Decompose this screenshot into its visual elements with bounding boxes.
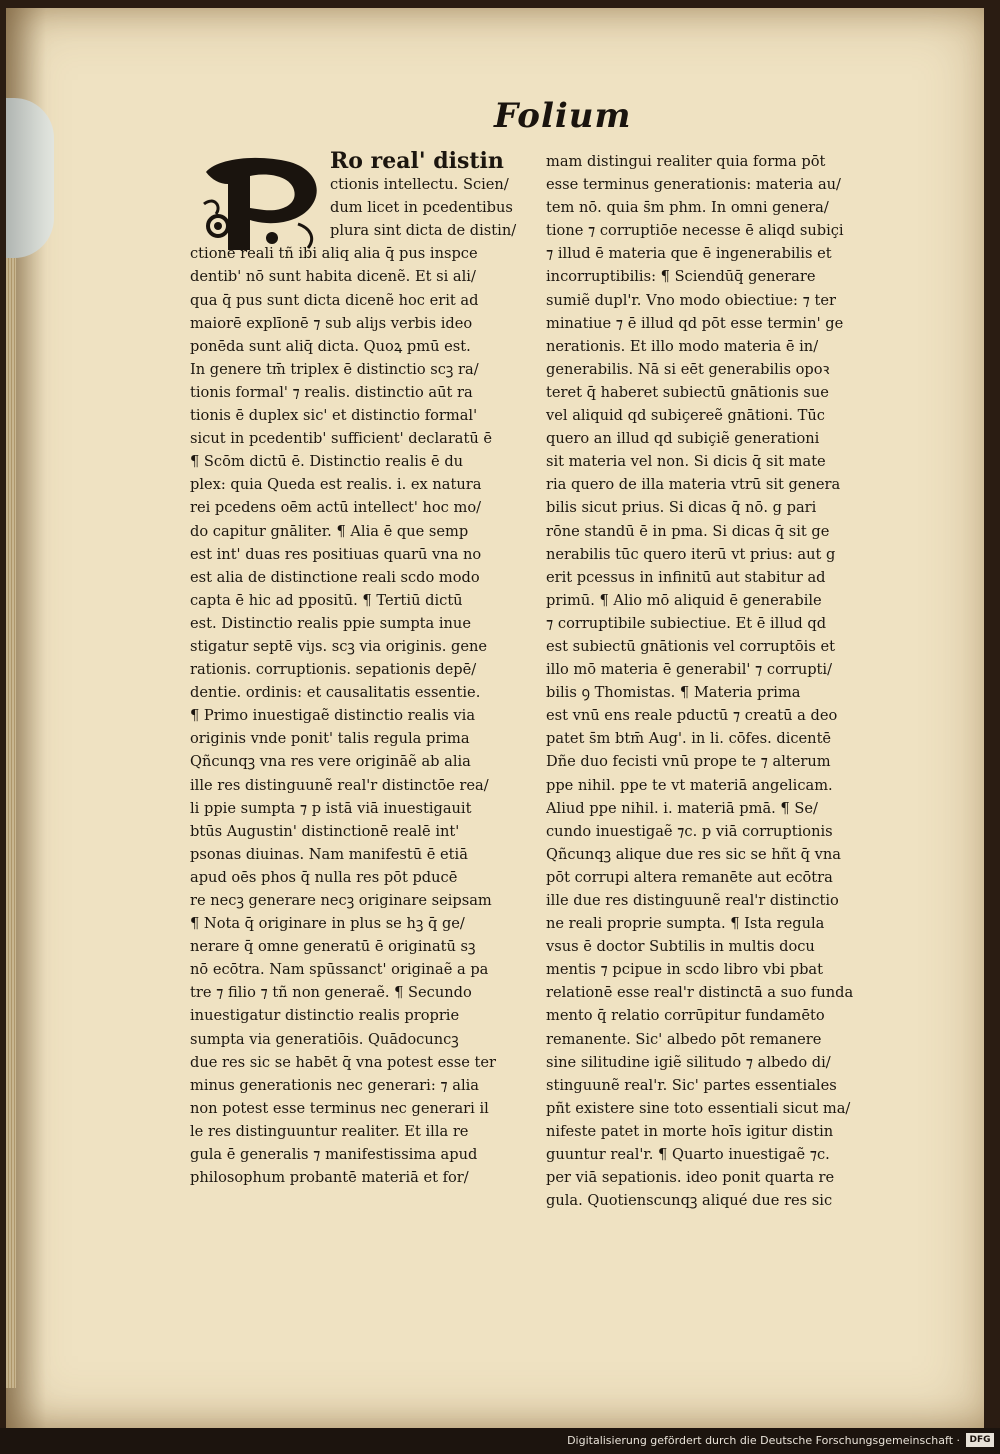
text-line: sit materia vel non. Si dicis q̄ sit mate — [546, 453, 826, 471]
text-line: btūs Augustin' distinctionē realē int' — [190, 822, 460, 840]
text-line: ¶ Nota q̄ originare in plus se hꝫ q̄ ge/ — [190, 915, 465, 933]
text-line: ille due res distinguunẽ real'r distinctio — [546, 892, 839, 909]
text-line: nerare q̄ omne generatū ē originatū sꝫ — [190, 938, 476, 956]
text-line: do capitur gnāliter. ¶ Alia ē que semp — [190, 522, 469, 540]
text-line: minatiue ⁊ ē illud qd pōt esse termin' ge — [546, 314, 844, 332]
text-line: re necꝫ generare necꝫ originare seipsam — [190, 892, 492, 909]
text-line: Dñe duo fecisti vnū prope te ⁊ alterum — [546, 753, 831, 771]
text-line: incorruptibilis: ¶ Sciendūq̄ generare — [546, 268, 816, 286]
footer-credit: Digitalisierung gefördert durch die Deutsche Forschungsgemeinschaft · — [567, 1434, 960, 1447]
text-line: est int' duas res positiuas quarū vna no — [190, 545, 482, 563]
text-line: est vnū ens reale pductū ⁊ creatū a deo — [546, 707, 838, 725]
text-line: maiorē explīonē ⁊ sub aliȷs verbis ideo — [190, 314, 473, 332]
text-line: cundo inuestigaẽ ⁊c. p viā corruptionis — [546, 822, 833, 840]
text-line: sumiẽ dupl'r. Vno modo obiectiue: ⁊ ter — [546, 291, 836, 309]
text-line: mento q̄ relatio corrūpitur fundamēto — [546, 1007, 825, 1025]
text-line: ⁊ illud ē materia que ē ingenerabilis et — [546, 245, 832, 263]
text-line: ponēda sunt aliq̄ dicta. Quoꝝ pmū est. — [190, 337, 471, 355]
text-line: dum licet in pcedentibus — [330, 199, 513, 217]
text-line: erit pcessus in infinitū aut stabitur ad — [546, 568, 826, 586]
text-line: nifeste patet in morte hoīs igitur distin — [546, 1122, 834, 1140]
text-line: ille res distinguunẽ real'r distinctōe rea/ — [190, 776, 489, 794]
text-line: sumpta via generatiōis. Quādocuncꝫ — [190, 1030, 459, 1048]
text-line: ¶ Primo inuestigaẽ distinctio realis via — [190, 707, 476, 725]
text-line: per viā sepationis. ideo ponit quarta re — [546, 1169, 835, 1187]
text-line: plura sint dicta de distin/ — [330, 222, 517, 240]
text-line: est alia de distinctione reali scdo modo — [190, 568, 480, 586]
running-head: Folium — [494, 96, 632, 136]
text-line: plex: quia Queda est realis. i. ex natura — [190, 476, 482, 494]
text-line: primū. ¶ Alio mō aliquid ē generabile — [546, 591, 822, 609]
page-marker-tab — [6, 98, 54, 258]
text-line: tionis ē duplex sic' et distinctio formal' — [190, 407, 478, 425]
text-line: rationis. corruptionis. sepationis depē/ — [190, 661, 477, 679]
text-line: ⁊ corruptibile subiectiue. Et ē illud qd — [546, 614, 827, 632]
text-line: gula. Quotienscunqꝫ aliqué due res sic — [546, 1192, 833, 1210]
text-line: psonas diuinas. Nam manifestū ē etiā — [190, 845, 468, 863]
text-line: dentie. ordinis: et causalitatis essentie. — [190, 684, 481, 702]
text-line: esse terminus generationis: materia au/ — [546, 176, 841, 194]
text-line: nerationis. Et illo modo materia ē in/ — [546, 337, 819, 355]
text-line: capta ē hic ad ppositū. ¶ Tertiū dictū — [190, 591, 463, 609]
text-line: inuestigatur distinctio realis proprie — [190, 1007, 460, 1025]
text-line: due res sic se habēt q̄ vna potest esse ter — [190, 1053, 497, 1071]
right-text-column — [546, 150, 882, 1212]
text-line: stinguunẽ real'r. Sic' partes essentiales — [546, 1076, 837, 1094]
text-line: pñt existere sine toto essentiali sicut ma/ — [546, 1099, 851, 1117]
text-line: ctionis intellectu. Scien/ — [330, 176, 509, 194]
text-line: mam distingui realiter quia forma pōt — [546, 153, 826, 170]
text-line: Ro real' distin — [330, 148, 504, 174]
text-line: teret q̄ haberet subiectū gnātionis sue — [546, 383, 829, 401]
text-line: nō ecōtra. Nam spūssanct' originaẽ a pa — [190, 961, 489, 979]
text-line: philosophum probantē materiā et for/ — [190, 1169, 469, 1187]
text-line: vel aliquid qd subiçereẽ gnātioni. Tūc — [546, 407, 825, 425]
dfg-logo: DFG — [966, 1433, 994, 1447]
text-line: mentis ⁊ pcipue in scdo libro vbi pbat — [546, 961, 823, 979]
text-line: generabilis. Nā si eēt generabilis opoꝛ — [546, 360, 830, 378]
text-line: ctione reali tñ ibi aliq alia q̄ pus inspce — [190, 245, 478, 263]
text-line: ppe nihil. ppe te vt materiā angelicam. — [546, 776, 833, 794]
text-line: tre ⁊ filio ⁊ tñ non generaẽ. ¶ Secundo — [190, 984, 472, 1002]
page-edges — [6, 258, 16, 1388]
footer-bar — [0, 1428, 1000, 1454]
text-line: non potest esse terminus nec generari il — [190, 1099, 489, 1117]
left-text-column — [190, 150, 532, 1189]
text-line: apud oēs phos q̄ nulla res pōt pducē — [190, 868, 458, 886]
text-line: relationē esse real'r distinctā a suo funda — [546, 984, 854, 1002]
text-line: gula ē generalis ⁊ manifestissima apud — [190, 1146, 478, 1164]
text-line: quero an illud qd subiçiẽ generationi — [546, 430, 820, 448]
text-line: dentib' nō sunt habita dicenẽ. Et si ali/ — [190, 268, 476, 286]
text-line: Aliud ppe nihil. i. materiā pmā. ¶ Se/ — [546, 799, 818, 817]
text-line: Qñcunqꝫ alique due res sic se hñt q̄ vna — [546, 845, 841, 863]
text-line: qua q̄ pus sunt dicta dicenẽ hoc erit ad — [190, 291, 479, 309]
text-line: sine silitudine igiẽ silitudo ⁊ albedo di/ — [546, 1053, 831, 1071]
text-line: bilis sicut prius. Si dicas q̄ nō. g pari — [546, 499, 817, 517]
text-line: tem nō. quia s̄m phm. In omni genera/ — [546, 199, 829, 217]
text-line: illo mō materia ē generabil' ⁊ corrupti/ — [546, 661, 833, 679]
text-line: originis vnde ponit' talis regula prima — [190, 730, 470, 748]
text-line: patet s̄m btm̄ Aug'. in li. cōfes. dicentē — [546, 730, 832, 748]
text-line: Qñcunqꝫ vna res vere origināẽ ab alia — [190, 753, 471, 771]
text-line: vsus ē doctor Subtilis in multis docu — [546, 938, 815, 956]
text-line: tionis formal' ⁊ realis. distinctio aūt ra — [190, 383, 473, 401]
text-line: tione ⁊ corruptiōe necesse ē aliqd subiçi — [546, 222, 844, 240]
text-line: sicut in pcedentib' sufficient' declaratū ē — [190, 430, 493, 448]
text-line: rei pcedens oēm actū intellect' hoc mo/ — [190, 499, 482, 517]
text-line: li ppie sumpta ⁊ p istā viā inuestigauit — [190, 799, 472, 817]
text-line: bilis ꝯ Thomistas. ¶ Materia prima — [546, 684, 801, 702]
text-line: est subiectū gnātionis vel corruptōis et — [546, 637, 835, 655]
text-line: rōne standū ē in pma. Si dicas q̄ sit ge — [546, 522, 830, 540]
text-line: est. Distinctio realis ppie sumpta inue — [190, 614, 471, 632]
text-line: nerabilis tūc quero iterū vt prius: aut g — [546, 545, 836, 563]
text-line: le res distinguuntur realiter. Et illa re — [190, 1122, 469, 1140]
text-line: ¶ Scōm dictū ē. Distinctio realis ē du — [190, 453, 464, 471]
text-line: minus generationis nec generari: ⁊ alia — [190, 1076, 480, 1094]
text-line: ria quero de illa materia vtrū sit genera — [546, 476, 841, 494]
text-line: pōt corrupi altera remanēte aut ecōtra — [546, 868, 833, 886]
text-line: remanente. Sic' albedo pōt remanere — [546, 1030, 822, 1048]
text-line: guuntur real'r. ¶ Quarto inuestigaẽ ⁊c. — [546, 1146, 830, 1164]
text-line: stigatur septē viȷs. scꝫ via originis. gene — [190, 637, 488, 655]
text-line: ne reali proprie sumpta. ¶ Ista regula — [546, 915, 825, 933]
text-line: In genere tm̄ triplex ē distinctio scꝫ ra/ — [190, 360, 479, 378]
